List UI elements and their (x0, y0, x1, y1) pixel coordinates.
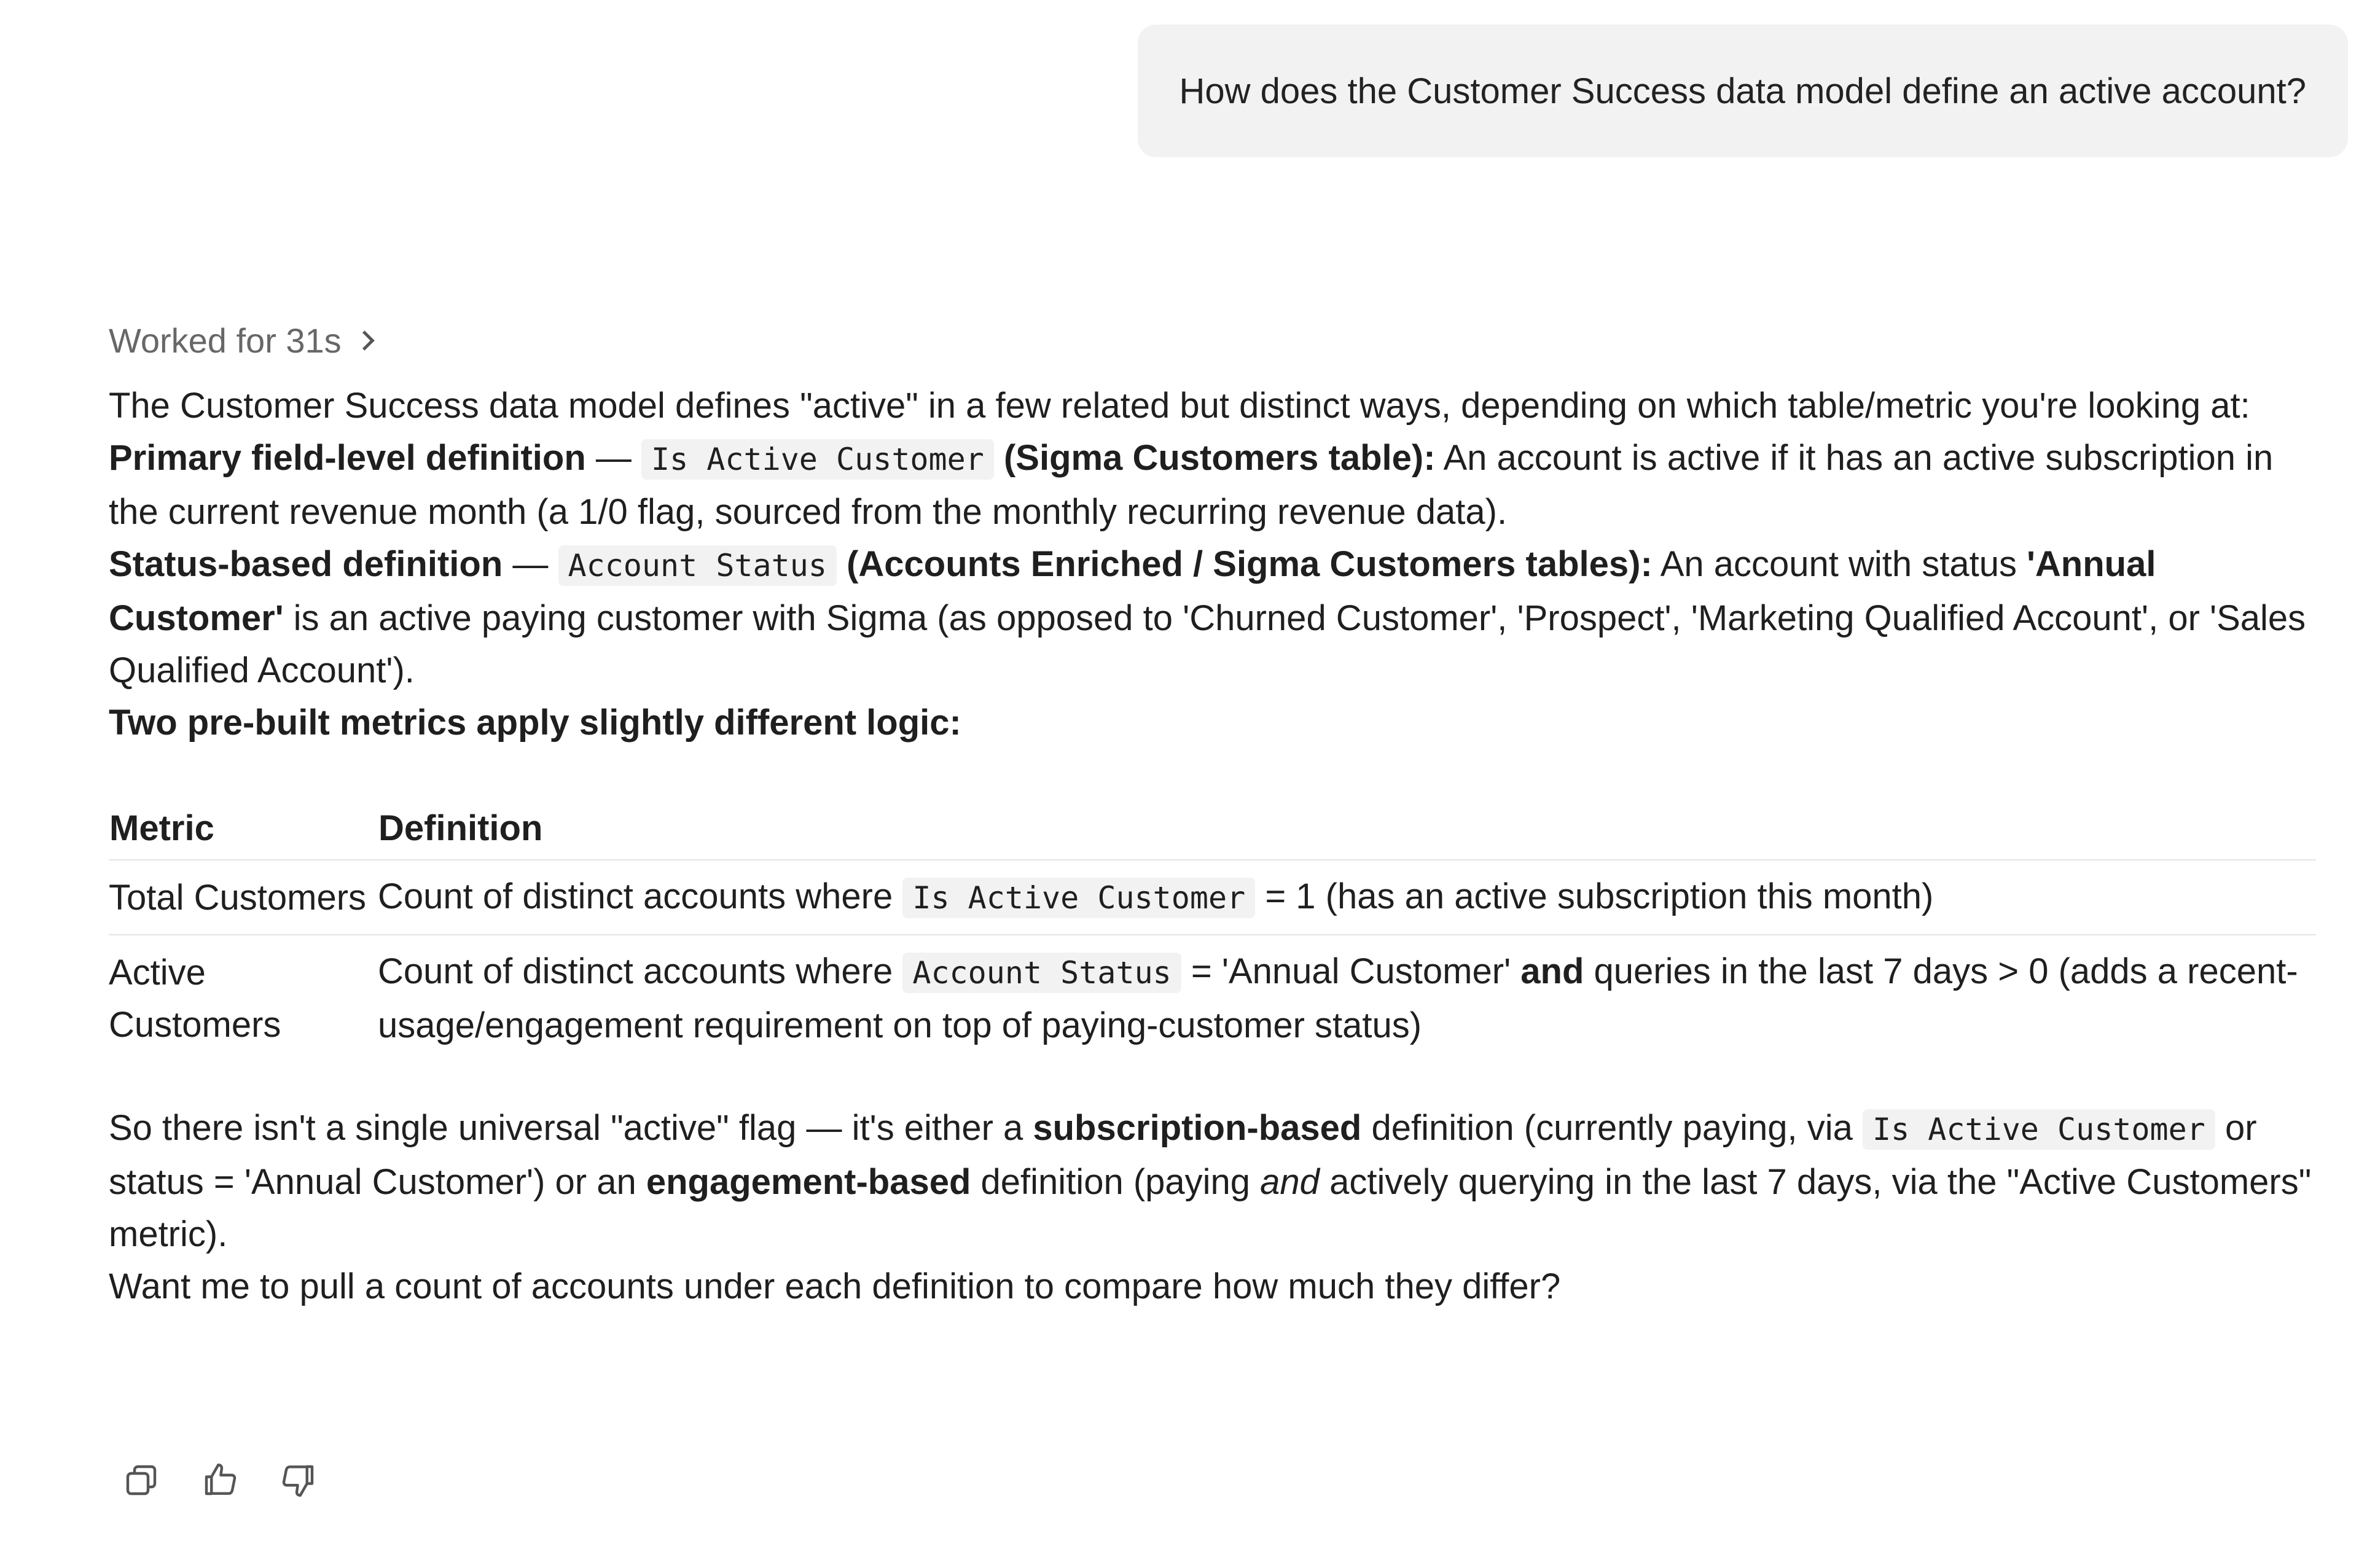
definition-text: Count of distinct accounts where (378, 951, 903, 991)
field-code-is-active-customer: Is Active Customer (1863, 1109, 2215, 1150)
user-message-text: How does the Customer Success data model define an active account? (1179, 71, 2306, 111)
definition-text: = 'Annual Customer' (1181, 951, 1521, 991)
followup-question: Want me to pull a count of accounts under each definition to compare how much they differ? (109, 1266, 1561, 1306)
thumbs-up-button[interactable] (195, 1456, 245, 1505)
primary-definition-table: (Sigma Customers table): (1003, 438, 1436, 478)
definition-bold: and (1520, 951, 1584, 991)
field-code-is-active-customer: Is Active Customer (902, 878, 1255, 918)
summary-text: actively querying in the last 7 days, via the "Active Customers" metric). (109, 1162, 2312, 1254)
definition-text: = 1 (has an active subscription this month) (1255, 876, 1934, 916)
dash: — (585, 438, 641, 478)
summary-bold: subscription-based (1033, 1108, 1362, 1148)
summary-text: or status = 'Annual Customer') or an (109, 1108, 2257, 1202)
field-code-account-status: Account Status (902, 953, 1181, 993)
metric-definition (378, 935, 2316, 1061)
column-header-definition: Definition (378, 797, 2316, 860)
thumbs-down-icon (278, 1460, 319, 1500)
status-definition-text-b: is an active paying customer with Sigma (as opposed to 'Churned Customer', 'Prospect', 'Marketing Qualified Account', or 'Sales Qualified Account'). (109, 598, 2306, 690)
status-definition-text-a: An account with status (1652, 544, 2027, 584)
primary-definition-text: An account is active if it has an active subscription in the current revenue month (a 1/0 flag, sourced from the monthly recurring revenue data). (109, 438, 2274, 532)
metric-name: Total Customers (109, 860, 378, 935)
summary-text: definition (paying (971, 1162, 1261, 1202)
table-header-row (109, 797, 2316, 860)
summary-bold: engagement-based (646, 1162, 971, 1202)
field-code-account-status: Account Status (558, 545, 837, 586)
summary-text: So there isn't a single universal "active" flag — it's either a (109, 1108, 1033, 1148)
primary-definition-heading: Primary field-level definition (109, 438, 586, 478)
status-definition-heading: Status-based definition (109, 544, 503, 584)
thumbs-down-button[interactable] (274, 1456, 323, 1505)
field-code-is-active-customer: Is Active Customer (641, 439, 994, 480)
table-row (109, 935, 2316, 1061)
summary-italic: and (1260, 1162, 1320, 1202)
copy-icon (121, 1460, 162, 1500)
primary-definition-paragraph (109, 432, 2316, 538)
intro-paragraph: The Customer Success data model defines "active" in a few related but distinct ways, depending on which table/metric you're looking at: (109, 386, 2250, 426)
message-actions (117, 1456, 353, 1505)
copy-button[interactable] (117, 1456, 166, 1505)
metrics-heading-text: Two pre-built metrics apply slightly different logic: (109, 703, 961, 743)
summary-text: definition (currently paying, via (1361, 1108, 1863, 1148)
definition-text: queries in the last 7 days > 0 (adds a recent-usage/engagement requirement on top of paying-customer status) (378, 951, 2298, 1045)
status-value: 'Annual Customer' (109, 544, 2156, 638)
metrics-heading (109, 696, 2316, 749)
status-definition-table: (Accounts Enriched / Sigma Customers tables): (847, 544, 1653, 584)
definition-text: Count of distinct accounts where (378, 876, 903, 916)
worked-for-toggle[interactable] (109, 307, 2316, 373)
metric-name: Active Customers (109, 952, 281, 1045)
metrics-table (109, 797, 2316, 1061)
table-row (109, 860, 2316, 935)
assistant-response (109, 307, 2316, 1313)
user-message-bubble (1138, 25, 2348, 157)
dash: — (503, 544, 558, 584)
worked-for-label: Worked for 31s (109, 321, 342, 360)
column-header-metric: Metric (109, 797, 378, 860)
thumbs-up-icon (200, 1460, 240, 1500)
chevron-right-icon (354, 330, 375, 351)
summary-paragraph (109, 1102, 2316, 1260)
status-definition-paragraph (109, 538, 2316, 696)
metric-definition (378, 860, 2316, 935)
